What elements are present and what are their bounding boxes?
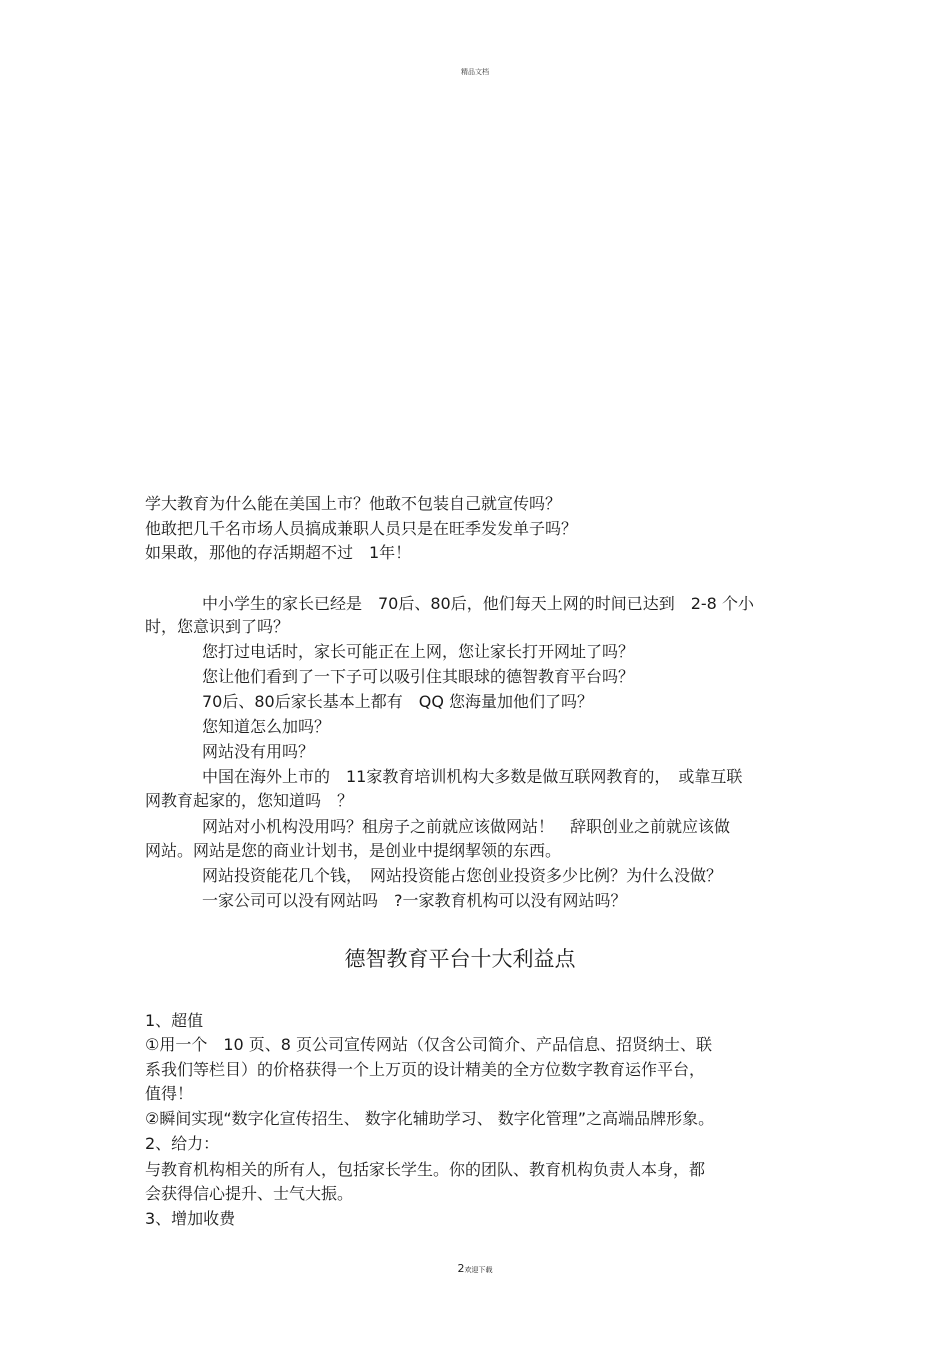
footer-watermark: 欢迎下载 (464, 1266, 493, 1274)
intro-line-1: 学大教育为什么能在美国上市？他敢不包装自己就宣传吗？ (145, 494, 562, 513)
section-title: 德智教育平台十大利益点 (344, 947, 576, 971)
paragraph-8-line-2: 网站。网站是您的商业计划书，是创业中提纲挈领的东西。 (145, 841, 562, 860)
page-footer (0, 1262, 950, 1275)
point-1-desc-line-1: ①用一个 10 页、8 页公司宣传网站（仅含公司简介、产品信息、招贤纳士、联 (145, 1035, 713, 1054)
paragraph-8-line-1: 网站对小机构没用吗？租房子之前就应该做网站！ 辞职创业之前就应该做 (202, 817, 731, 836)
paragraph-9: 网站投资能花几个钱， 网站投资能占您创业投资多少比例？为什么没做？ (202, 866, 723, 885)
paragraph-5: 您知道怎么加吗？ (202, 717, 331, 736)
point-1-heading: 1、超值 (145, 1011, 204, 1030)
paragraph-4: 70后、80后家长基本上都有 QQ 您海量加他们了吗？ (202, 692, 593, 711)
point-2-desc-line-2: 会获得信心提升、士气大振。 (145, 1184, 354, 1203)
intro-line-3: 如果敢，那他的存活期超不过 1年！ (145, 543, 412, 562)
paragraph-1-line-1: 中小学生的家长已经是 70后、80后，他们每天上网的时间已达到 2-8 个小 (202, 594, 754, 613)
point-1-desc-line-4: ②瞬间实现“数字化宣传招生、 数字化辅助学习、 数字化管理”之高端品牌形象。 (145, 1109, 715, 1128)
page-number: 2 (457, 1262, 465, 1275)
point-1-desc-line-3: 值得！ (145, 1084, 194, 1103)
paragraph-2: 您打过电话时，家长可能正在上网，您让家长打开网址了吗？ (202, 642, 635, 661)
intro-line-2: 他敢把几千名市场人员搞成兼职人员只是在旺季发发单子吗？ (145, 519, 578, 538)
paragraph-10: 一家公司可以没有网站吗 ?一家教育机构可以没有网站吗？ (202, 891, 627, 910)
header-watermark: 精品文档 (461, 68, 489, 76)
point-2-desc-line-1: 与教育机构相关的所有人，包括家长学生。你的团队、教育机构负责人本身，都 (145, 1160, 706, 1179)
paragraph-7-line-2: 网教育起家的，您知道吗 ？ (145, 791, 354, 810)
paragraph-6: 网站没有用吗？ (202, 742, 315, 761)
paragraph-7-line-1: 中国在海外上市的 11家教育培训机构大多数是做互联网教育的， 或靠互联 (202, 767, 743, 786)
paragraph-1-line-2: 时，您意识到了吗？ (145, 617, 290, 636)
point-2-heading: 2、给力： (145, 1134, 220, 1153)
point-3-heading: 3、增加收费 (145, 1209, 236, 1228)
paragraph-3: 您让他们看到了一下子可以吸引住其眼球的德智教育平台吗？ (202, 667, 635, 686)
point-1-desc-line-2: 系我们等栏目）的价格获得一个上万页的设计精美的全方位数字教育运作平台， (145, 1060, 706, 1079)
